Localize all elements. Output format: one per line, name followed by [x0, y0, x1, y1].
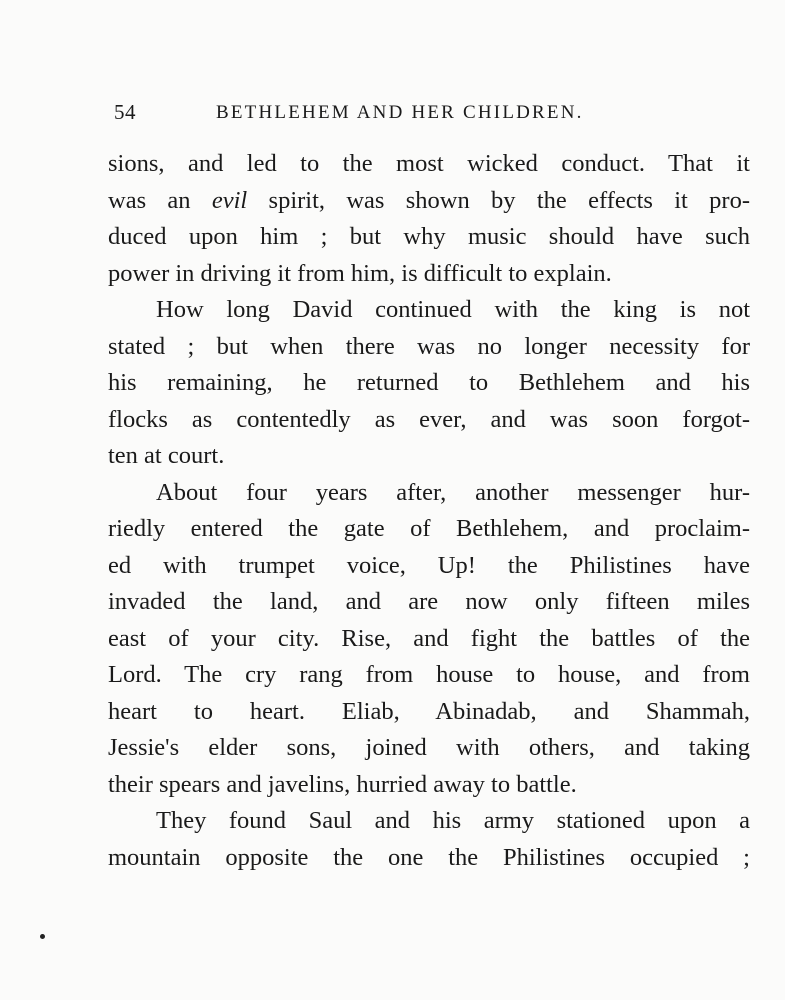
text-line: mountain opposite the one the Philistines occupied ; [108, 843, 750, 871]
text-line: duced upon him ; but why music should have such [108, 223, 750, 250]
text-line [108, 183, 750, 220]
emphasis-word: evil [211, 186, 248, 214]
text-line: sions, and led to the most wicked conduct. That it [108, 150, 750, 177]
text-line: Lord. The cry rang from house to house, and from [108, 661, 750, 688]
ink-dot [40, 934, 45, 939]
text-line: their spears and javelins, hurried away to battle. [108, 770, 577, 798]
text-line: power in driving it from him, is difficult to explain. [108, 259, 612, 287]
text-line: ten at court. [108, 442, 225, 469]
text-line: ed with trumpet voice, Up! the Philistines have [108, 551, 750, 579]
text-line: invaded the land, and are now only fifteen miles [108, 588, 750, 615]
page-header [114, 100, 754, 130]
text-segment: was an [108, 186, 212, 214]
page-number: 54 [114, 100, 136, 124]
text-line: Jessie's elder sons, joined with others, and taking [108, 734, 750, 761]
body-text [108, 146, 750, 876]
text-line: They found Saul and his army stationed upon a [156, 807, 750, 834]
text-line: riedly entered the gate of Bethlehem, and proclaim- [108, 515, 750, 542]
running-title: BETHLEHEM AND HER CHILDREN. [216, 102, 584, 123]
text-line: About four years after, another messenger hur- [156, 478, 750, 506]
text-segment: spirit, was shown by the effects it pro- [247, 186, 750, 214]
text-line: his remaining, he returned to Bethlehem and his [108, 369, 750, 396]
text-line: heart to heart. Eliab, Abinadab, and Shammah, [108, 697, 750, 725]
text-line: stated ; but when there was no longer necessity for [108, 332, 750, 360]
text-line: east of your city. Rise, and fight the battles of the [108, 624, 750, 652]
text-line: flocks as contentedly as ever, and was soon forgot- [108, 405, 750, 433]
text-line: How long David continued with the king is not [156, 296, 750, 323]
